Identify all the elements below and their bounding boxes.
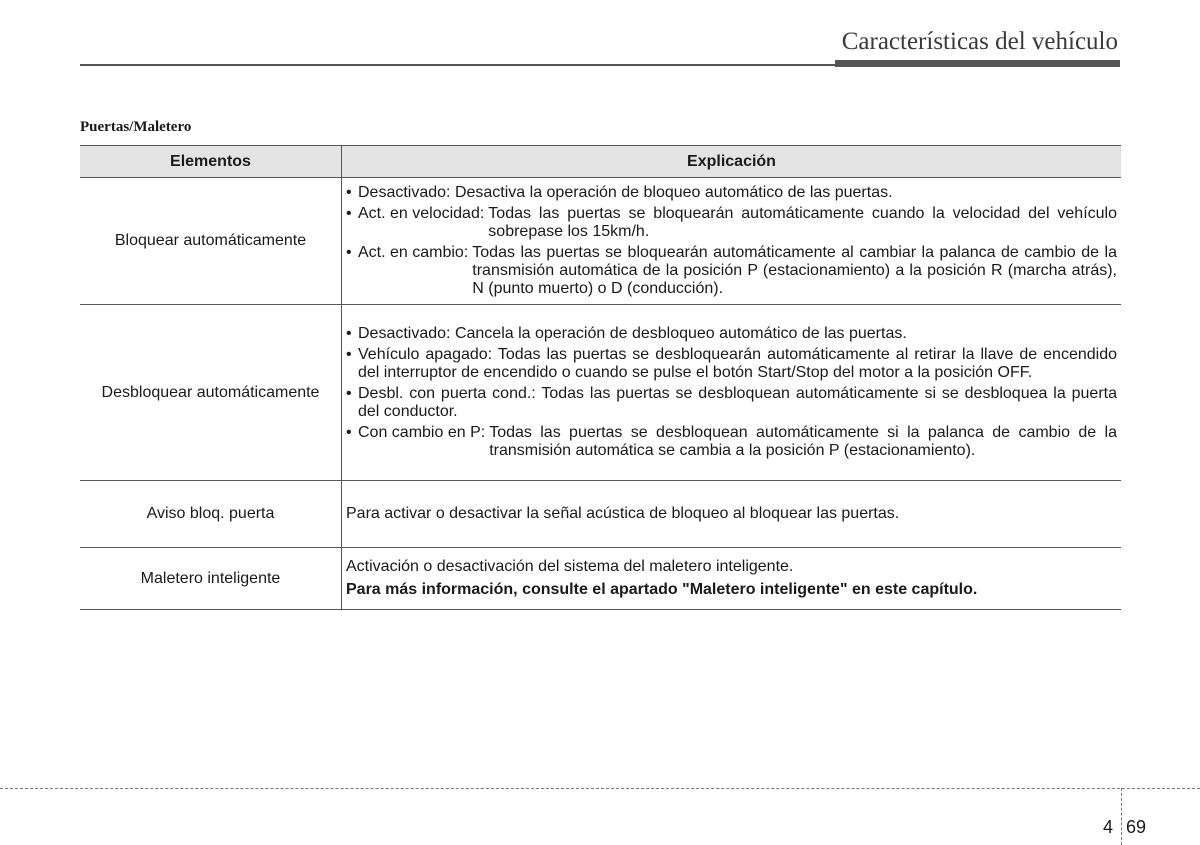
bullet-item [346,325,1117,343]
bullet-text: Todas las puertas se bloquearán automáticamente cuando la velocidad del vehículo sobrepase los 15km/h. [488,205,1117,240]
bullet-text: Todas las puertas se desbloquean automáticamente si la palanca de cambio de la transmisión automática se cambia a la posición P (estacionamiento). [489,424,1117,459]
explanation-text: Activación o desactivación del sistema del maletero inteligente. [346,558,794,575]
explanation-text: Para activar o desactivar la señal acústica de bloqueo al bloquear las puertas. [346,505,900,522]
table-row [80,305,1121,481]
footer-dashed-rule [0,788,1200,789]
page-number: 69 [1126,817,1147,837]
element-cell: Maletero inteligente [80,548,342,610]
bullet-dot: • [346,385,352,402]
bullet-item [346,205,1117,241]
explanation-note: Para más información, consulte el apartado "Maletero inteligente" en este capítulo. [346,581,978,598]
bullet-label: Con cambio en P: [358,424,486,441]
chapter-number: 4 [1103,817,1114,837]
column-header-elementos: Elementos [80,146,342,178]
bullet-text: Desactivado: Cancela la operación de desbloqueo automático de las puertas. [358,325,907,342]
bullet-label: Act. en velocidad: [358,205,485,222]
bullet-item [346,385,1117,421]
explanation-cell [342,305,1122,481]
footer-dashed-divider [1121,788,1122,845]
header-rule [80,64,1120,66]
table-row [80,178,1121,305]
column-header-explicacion: Explicación [342,146,1122,178]
bullet-text: Vehículo apagado: Todas las puertas se desbloquearán automáticamente al retirar la llave de encendido del interruptor de encendido o cuando se pulse el botón Start/Stop del motor a la posición OFF. [358,346,1117,381]
table-header-row [80,146,1121,178]
bullet-item [346,424,1117,460]
element-cell: Bloquear automáticamente [80,178,342,305]
bullet-item [346,346,1117,382]
bullet-text: Todas las puertas se bloquearán automáticamente al cambiar la palanca de cambio de la transmisión automática de la posición P (estacionamiento) a la posición R (marcha atrás), N (punto muerto) o D (conducción). [472,244,1117,297]
explanation-cell [342,548,1122,610]
bullet-label: Act. en cambio: [358,244,469,261]
bullet-dot: • [346,424,352,441]
explanation-cell [342,481,1122,548]
explanation-cell [342,178,1122,305]
bullet-dot: • [346,346,352,363]
section-title: Puertas/Maletero [80,119,192,135]
bullet-text: Desactivado: Desactiva la operación de bloqueo automático de las puertas. [358,184,893,201]
table-row [80,548,1121,610]
bullet-dot: • [346,205,352,222]
bullet-dot: • [346,244,352,261]
bullet-dot: • [346,325,352,342]
bullet-dot: • [346,184,352,201]
table-row [80,481,1121,548]
element-cell: Desbloquear automáticamente [80,305,342,481]
bullet-item [346,244,1117,298]
settings-table [80,145,1121,610]
page-header-title: Características del vehículo [841,28,1118,55]
bullet-item [346,184,1117,202]
element-cell: Aviso bloq. puerta [80,481,342,548]
bullet-text: Desbl. con puerta cond.: Todas las puertas se desbloquean automáticamente si se desbloquea la puerta del conductor. [358,385,1117,420]
